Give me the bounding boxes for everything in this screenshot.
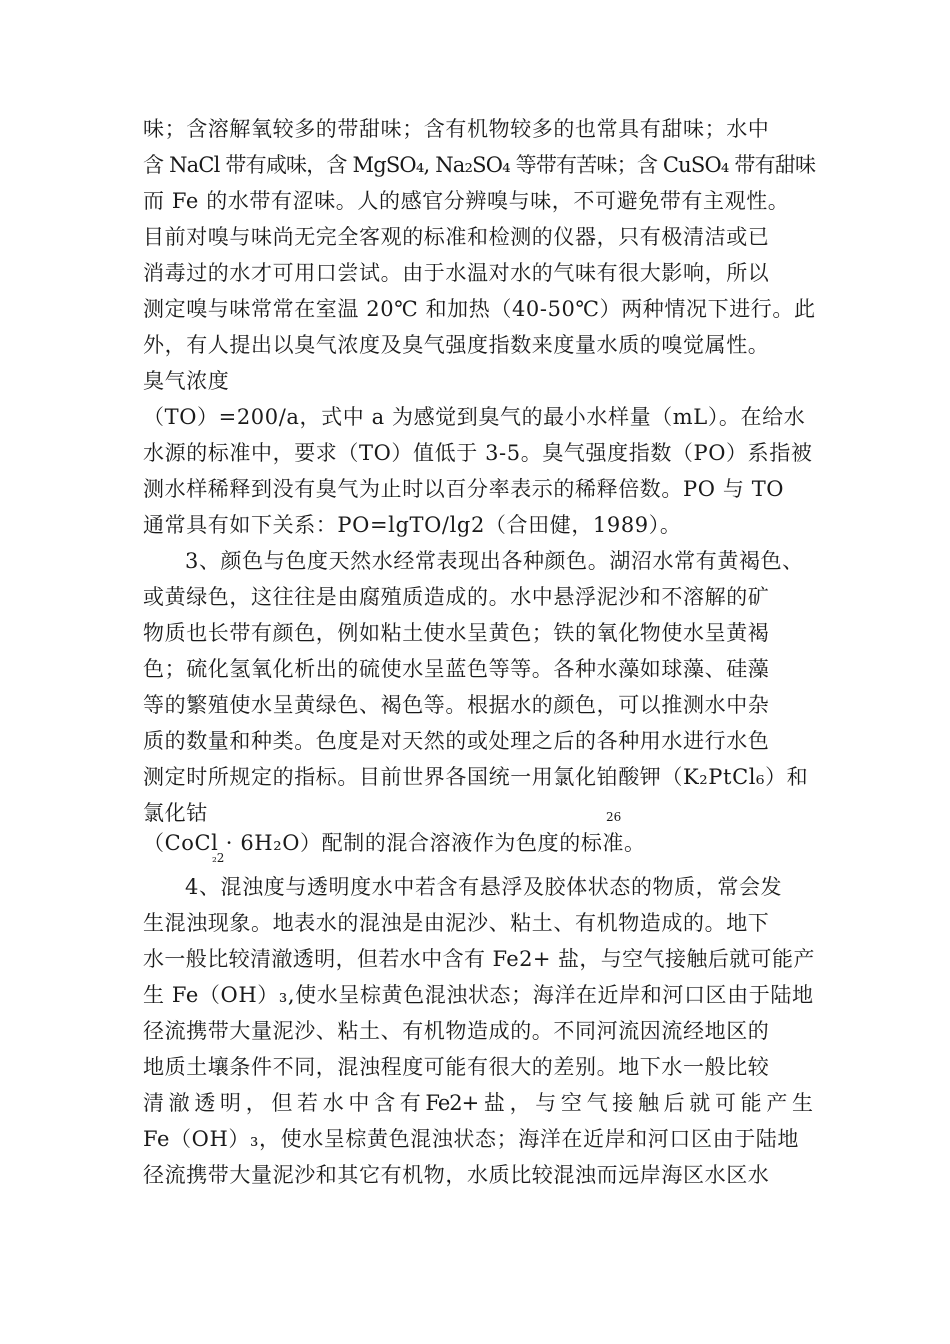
text-line-8: 臭气浓度 [143, 369, 230, 393]
text-line-16: 色；硫化氢氧化析出的硫使水呈蓝色等等。各种水藻如球藻、硅藻 [143, 657, 770, 681]
text-line-14: 或黄绿色，这往往是由腐殖质造成的。水中悬浮泥沙和不溶解的矿 [143, 585, 770, 609]
text-line-3: 而 Fe 的水带有涩味。人的感官分辨嗅与味，不可避免带有主观性。 [143, 189, 790, 213]
text-line-6: 测定嗅与味常常在室温 20℃ 和加热（40-50℃）两种情况下进行。此 [143, 297, 816, 321]
text-line-20: 氯化钴 [143, 801, 208, 825]
text-line-25: 生 Fe（OH）₃,使水呈棕黄色混浊状态；海洋在近岸和河口区由于陆地 [143, 983, 814, 1007]
text-line-19: 测定时所规定的指标。目前世界各国统一用氯化铂酸钾（K₂PtCl₆）和 [143, 765, 809, 789]
text-line-4: 目前对嗅与味尚无完全客观的标准和检测的仪器，只有极清洁或已 [143, 225, 770, 249]
text-line-18: 质的数量和种类。色度是对天然的或处理之后的各种用水进行水色 [143, 729, 770, 753]
text-line-22: 4、混浊度与透明度水中若含有悬浮及胶体状态的物质，常会发 [185, 875, 783, 899]
text-line-1: 味；含溶解氧较多的带甜味；含有机物较多的也常具有甜味；水中 [143, 117, 770, 141]
text-line-5: 消毒过的水才可用口尝试。由于水温对水的气味有很大影响，所以 [143, 261, 770, 285]
text-line-11: 测水样稀释到没有臭气为止时以百分率表示的稀释倍数。PO 与 TO [143, 477, 785, 501]
stray-subscript-mark: ₂2 [212, 851, 225, 865]
text-line-15: 物质也长带有颜色，例如粘土使水呈黄色；铁的氧化物使水呈黄褐 [143, 621, 770, 645]
page-number: 26 [606, 810, 622, 824]
text-line-24: 水一般比较清澈透明，但若水中含有 Fe2+ 盐，与空气接触后就可能产 [143, 947, 815, 971]
text-line-26: 径流携带大量泥沙、粘土、有机物造成的。不同河流因流经地区的 [143, 1019, 770, 1043]
text-line-13: 3、颜色与色度天然水经常表现出各种颜色。湖沼水常有黄褐色、 [185, 549, 804, 573]
text-line-28: 清 澈 透 明 ， 但 若 水 中 含 有 Fe2+ 盐 ， 与 空 气 接 触 后 就 可 能 产 生 [143, 1091, 813, 1115]
text-line-30: 径流携带大量泥沙和其它有机物，水质比较混浊而远岸海区水区水 [143, 1163, 770, 1187]
text-line-23: 生混浊现象。地表水的混浊是由泥沙、粘土、有机物造成的。地下 [143, 911, 770, 935]
text-line-21: （CoCl · 6H₂O）配制的混合溶液作为色度的标准。 [143, 831, 646, 855]
text-line-9: （TO）=200/a，式中 a 为感觉到臭气的最小水样量（mL）。在给水 [143, 405, 806, 429]
text-line-10: 水源的标准中，要求（TO）值低于 3-5。臭气强度指数（PO）系指被 [143, 441, 813, 465]
text-line-17: 等的繁殖使水呈黄绿色、褐色等。根据水的颜色，可以推测水中杂 [143, 693, 770, 717]
text-line-12: 通常具有如下关系：PO=lgTO/lg2（合田健，1989）。 [143, 513, 682, 537]
text-line-29: Fe（OH）₃，使水呈棕黄色混浊状态；海洋在近岸和河口区由于陆地 [143, 1127, 799, 1151]
text-line-27: 地质土壤条件不同，混浊程度可能有很大的差别。地下水一般比较 [143, 1055, 770, 1079]
text-line-7: 外，有人提出以臭气浓度及臭气强度指数来度量水质的嗅觉属性。 [143, 333, 770, 357]
text-line-2: 含 NaCl 带有咸味，含 MgSO₄, Na₂SO₄ 等带有苦味；含 CuSO₄ 带有甜味 [143, 153, 816, 177]
